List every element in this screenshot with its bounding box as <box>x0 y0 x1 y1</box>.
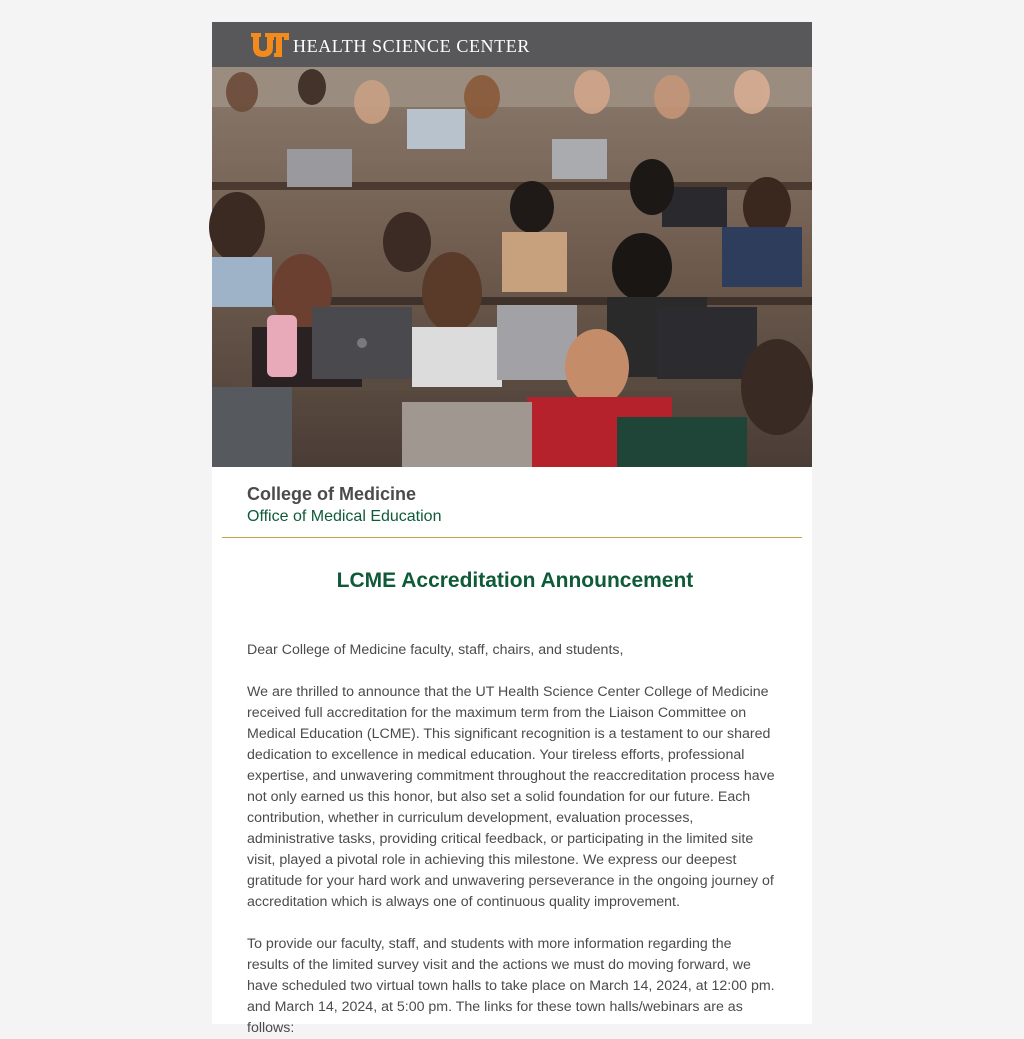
hero-image <box>212 67 812 467</box>
town-hall-paragraph: To provide our faculty, staff, and students with more information regarding the results of the limited survey visit and the actions we must do moving forward, we have scheduled two virtual town halls to take place on March 14, 2024, at 12:00 pm. and March 14, 2024, at 5:00 pm. The links for these town halls/webinars are as follows: <box>247 936 775 1036</box>
lecture-hall-photo <box>212 67 812 467</box>
header-logo-text: HEALTH SCIENCE CENTER <box>293 35 530 56</box>
greeting-paragraph: Dear College of Medicine faculty, staff, chairs, and students, <box>247 642 624 658</box>
body-paragraph: We are thrilled to announce that the UT Health Science Center College of Medicine received full accreditation for the maximum term from the Liaison Committee on Medical Education (LCME). This significant recognition is a testament to our shared dedication to excellence in medical education. Your tireless efforts, professional expertise, and unwavering commitment throughout the reaccreditation process have not only earned us this honor, but also set a solid foundation for our future. Each contribution, whether in curriculum development, evaluation processes, administrative tasks, providing critical feedback, or participating in the limited site visit, played a pivotal role in achieving this milestone. We express our deepest gratitude for your hard work and unwavering perseverance in the ongoing journey of accreditation which is always one of continuous quality improvement. <box>247 684 775 910</box>
office-name: Office of Medical Education <box>247 508 442 525</box>
announcement-title: LCME Accreditation Announcement <box>336 569 694 592</box>
divider <box>222 537 802 538</box>
college-name: College of Medicine <box>247 484 417 504</box>
email-container <box>212 22 812 1036</box>
ut-logo-icon <box>249 33 289 57</box>
org-block <box>212 467 812 537</box>
announcement-body <box>212 640 812 1039</box>
header-bar <box>212 22 812 67</box>
